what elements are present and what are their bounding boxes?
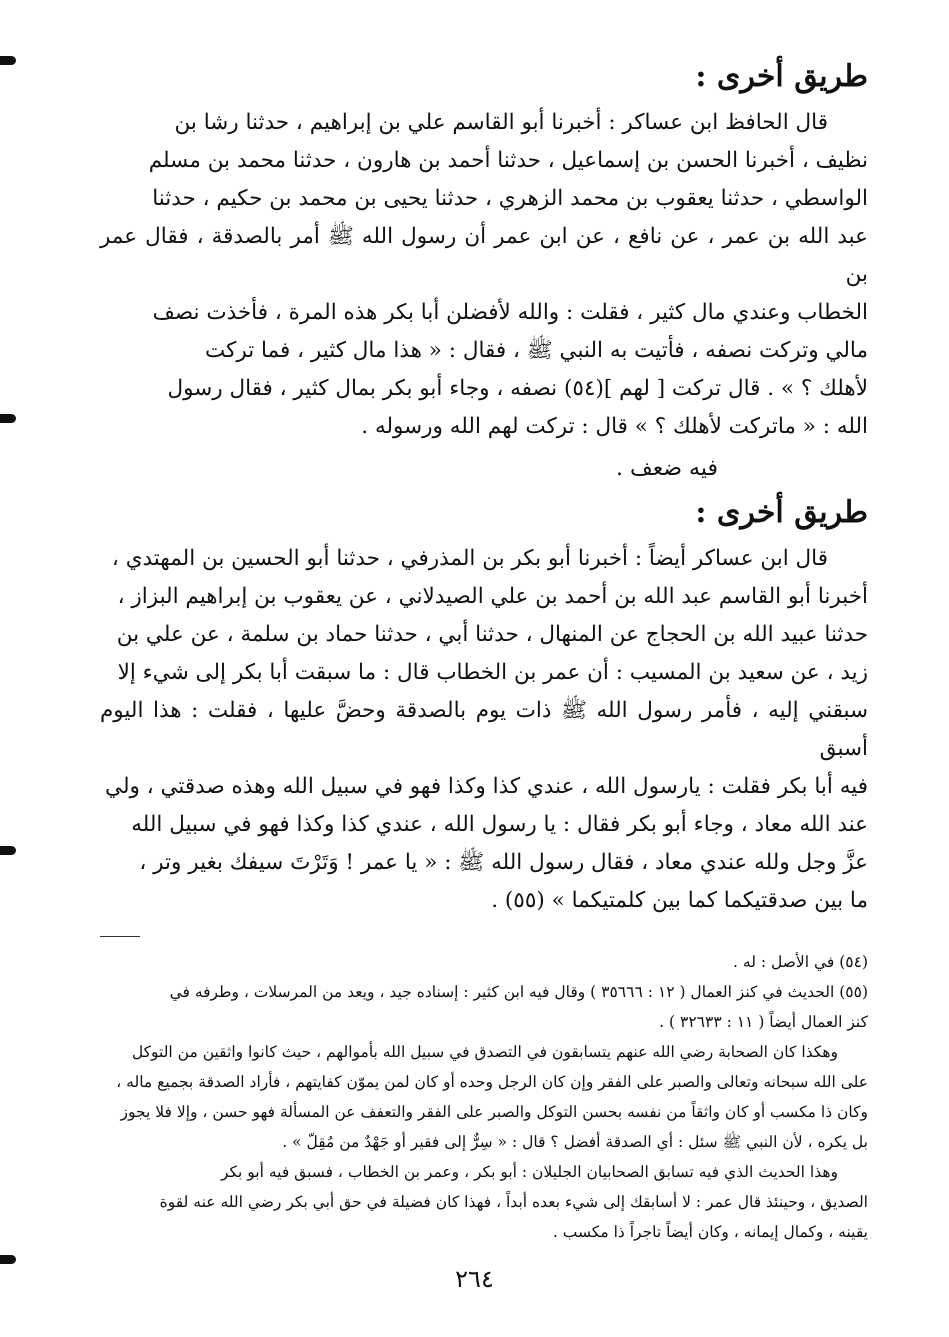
page-body	[100, 52, 868, 1247]
text-line: ما بين صدقتيكما كما بين كلمتيكما » (٥٥) .	[491, 888, 868, 913]
footnote-line: (٥٤) في الأصل : له .	[733, 953, 868, 971]
text-line: الله : « ماتركت لأهلك ؟ » قال : تركت لهم الله ورسوله .	[361, 414, 868, 439]
section-heading-1: طريق أخرى :	[695, 59, 868, 94]
commentary-line: الصديق ، وحينئذ قال عمر : لا أسابقك إلى شيء بعده أبداً ، فهذا كان فضيلة في حق أبي بكر رضي الله عنه لقوة	[159, 1193, 868, 1211]
scan-edge-mark-1	[0, 56, 16, 65]
weakness-note: فيه ضعف .	[616, 456, 718, 481]
scan-edge-mark-3	[0, 846, 16, 855]
page-number: ٢٦٤	[455, 1265, 494, 1293]
text-line: فيه أبا بكر فقلت : يارسول الله ، عندي كذا وكذا فهو في سبيل الله وهذه صدقتي ، ولي	[105, 774, 868, 799]
text-line: الخطاب وعندي مال كثير ، فقلت : والله لأفضلن أبا بكر هذه المرة ، فأخذت نصف	[152, 300, 868, 325]
text-line: حدثنا عبيد الله بن الحجاج عن المنهال ، حدثنا أبي ، حدثنا حماد بن سلمة ، عن علي بن	[116, 622, 868, 647]
footnote-separator	[100, 936, 140, 937]
text-line: عزَّ وجل ولله عندي معاد ، فقال رسول الله ﷺ : « يا عمر ! وَتَرْتَ سيفك بغير وتر ،	[139, 850, 868, 875]
text-line: مالي وتركت نصفه ، فأتيت به النبي ﷺ ، فقال : « هذا مال كثير ، فما تركت	[205, 338, 868, 363]
text-line: سبقني إليه ، فأمر رسول الله ﷺ ذات يوم بالصدقة وحضَّ عليها ، فقلت : هذا اليوم أسبق	[100, 698, 868, 761]
text-line: زيد ، عن سعيد بن المسيب : أن عمر بن الخطاب قال : ما سبقت أبا بكر إلى شيء إلا	[117, 660, 868, 685]
commentary-line: يقينه ، وكمال إيمانه ، وكان أيضاً تاجراً ذا مكسب .	[552, 1223, 868, 1241]
commentary-line: وكان ذا مكسب أو كان واثقاً من نفسه بحسن التوكل والصبر على الفقر والتعفف عن المسألة فهو حسن ، وإلا فلا يجوز	[120, 1103, 868, 1121]
commentary-line: على الله سبحانه وتعالى والصبر على الفقر وإن كان الرجل وحده أو كان لمن يموّن كفايتهم ، فأراد الصدقة بجميع ماله ،	[116, 1073, 868, 1091]
commentary-line: بل يكره ، لأن النبي ﷺ سئل : أي الصدقة أفضل ؟ قال : « سِرٌّ إلى فقير أو جَهْدٌ من مُقِلّ » .	[282, 1133, 868, 1151]
text-line: الواسطي ، حدثنا يعقوب بن محمد الزهري ، حدثنا يحيى بن محمد بن حكيم ، حدثنا	[152, 186, 868, 211]
footnotes	[100, 947, 868, 1247]
section-1-text	[100, 104, 868, 446]
footnote-line: (٥٥) الحديث في كنز العمال ( ١٢ : ٣٥٦٦٦ ) وقال فيه ابن كثير : إسناده جيد ، ويعد من المرسلات ، وطرفه في	[169, 983, 868, 1001]
section-heading-2: طريق أخرى :	[695, 495, 868, 530]
text-line: قال ابن عساكر أيضاً : أخبرنا أبو بكر بن المذرفي ، حدثنا أبو الحسين بن المهتدي ،	[111, 546, 828, 571]
text-line: عبد الله بن عمر ، عن نافع ، عن ابن عمر أن رسول الله ﷺ أمر بالصدقة ، فقال عمر بن	[100, 224, 868, 287]
text-line: نظيف ، أخبرنا الحسن بن إسماعيل ، حدثنا أحمد بن هارون ، حدثنا محمد بن مسلم	[148, 148, 868, 173]
commentary-line: وهذا الحديث الذي فيه تسابق الصحابيان الجليلان : أبو بكر ، وعمر بن الخطاب ، فسبق فيه أبو بكر	[220, 1163, 838, 1181]
text-line: لأهلك ؟ » . قال تركت [ لهم ](٥٤) نصفه ، وجاء أبو بكر بمال كثير ، فقال رسول	[167, 376, 868, 401]
commentary-line: وهكذا كان الصحابة رضي الله عنهم يتسابقون في التصدق في سبيل الله بأموالهم ، حيث كانوا واثقين من التوكل	[131, 1043, 838, 1061]
text-line: قال الحافظ ابن عساكر : أخبرنا أبو القاسم علي بن إبراهيم ، حدثنا رشا بن	[174, 110, 828, 135]
scan-edge-mark-2	[0, 414, 16, 423]
footnote-line: كنز العمال أيضاً ( ١١ : ٣٢٦٣٣ ) .	[659, 1013, 868, 1031]
text-line: عند الله معاد ، وجاء أبو بكر فقال : يا رسول الله ، عندي كذا وكذا فهو في سبيل الله	[131, 812, 868, 837]
text-line: أخبرنا أبو القاسم عبد الله بن أحمد بن علي الصيدلاني ، عن يعقوب بن إبراهيم البزاز ،	[117, 584, 868, 609]
section-2-text	[100, 540, 868, 920]
scan-edge-mark-4	[0, 1255, 16, 1264]
